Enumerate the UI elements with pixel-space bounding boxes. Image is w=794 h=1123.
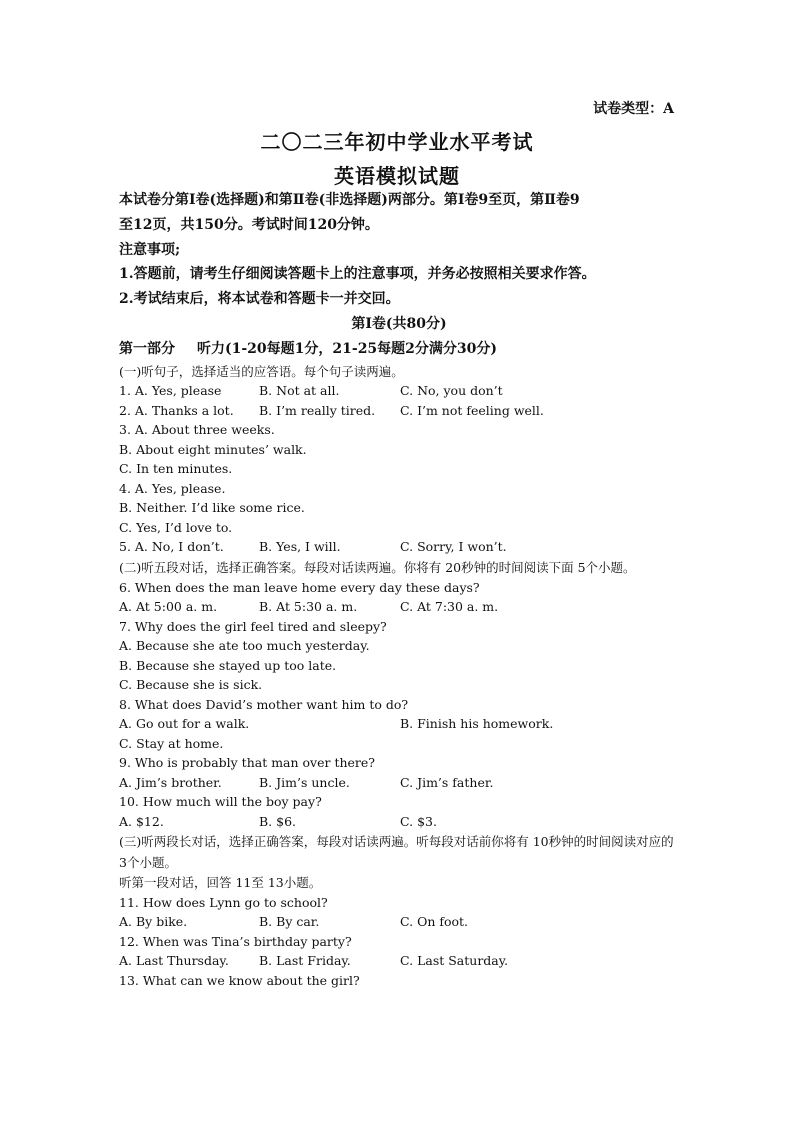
question-10-options [119, 812, 679, 832]
q1-option-a: 1. A. Yes, please [119, 383, 222, 399]
q3-option-b: B. About eight minutes’ walk. [119, 441, 307, 457]
exam-subtitle: 英语模拟试题 [334, 164, 460, 188]
q2-option-c: C. I’m not feeling well. [400, 402, 544, 418]
q1-option-c: C. No, you don’t [400, 383, 503, 399]
q5-option-a: 5. A. No, I don’t. [119, 539, 224, 555]
q6-option-b: B. At 5:30 a. m. [259, 599, 358, 615]
q4-option-a: 4. A. Yes, please. [119, 480, 226, 496]
q12-option-a: A. Last Thursday. [119, 953, 229, 969]
q6-option-a: A. At 5:00 a. m. [119, 599, 218, 615]
question-5 [119, 537, 679, 557]
question-11-options [119, 912, 679, 932]
intro-line-1: 本试卷分第Ⅰ卷(选择题)和第Ⅱ卷(非选择题)两部分。第Ⅰ卷9至页，第Ⅱ卷9 [119, 192, 580, 208]
q1-option-b: B. Not at all. [259, 383, 340, 399]
question-12-options [119, 951, 679, 971]
q13-stem: 13. What can we know about the girl? [119, 972, 360, 988]
q7-stem: 7. Why does the girl feel tired and sleepy? [119, 618, 387, 634]
q12-option-b: B. Last Friday. [259, 953, 351, 969]
q7-option-a: A. Because she ate too much yesterday. [119, 638, 370, 654]
q6-stem: 6. When does the man leave home every day these days? [119, 579, 480, 595]
q8-option-a: A. Go out for a walk. [119, 716, 250, 732]
question-9-options [119, 773, 679, 793]
q12-stem: 12. When was Tina’s birthday party? [119, 933, 352, 949]
q12-option-c: C. Last Saturday. [400, 953, 509, 969]
q10-option-b: B. $6. [259, 813, 297, 829]
q7-option-c: C. Because she is sick. [119, 677, 263, 693]
q4-option-c: C. Yes, I’d love to. [119, 519, 233, 535]
notice-item-1: 1.答题前，请考生仔细阅读答题卡上的注意事项，并务必按照相关要求作答。 [119, 266, 596, 283]
q9-option-a: A. Jim’s brother. [119, 774, 222, 790]
part1-heading [119, 337, 679, 362]
q10-stem: 10. How much will the boy pay? [119, 794, 322, 810]
q5-option-c: C. Sorry, I won’t. [400, 539, 507, 555]
q8-option-b: B. Finish his homework. [400, 716, 554, 732]
volume-title: 第Ⅰ卷(共80分) [351, 315, 447, 332]
q2-option-a: 2. A. Thanks a lot. [119, 402, 234, 418]
exam-title: 二〇二三年初中学业水平考试 [260, 130, 534, 154]
exam-type-label: 试卷类型：A [593, 101, 674, 117]
q6-option-c: C. At 7:30 a. m. [400, 599, 499, 615]
q10-option-a: A. $12. [119, 813, 164, 829]
q7-option-b: B. Because she stayed up too late. [119, 657, 337, 673]
q9-option-b: B. Jim’s uncle. [259, 774, 350, 790]
part1-label: 第一部分 [119, 340, 175, 357]
notice-item-2: 2.考试结束后，将本试卷和答题卡一并交回。 [119, 291, 400, 308]
question-2 [119, 401, 679, 421]
q8-stem: 8. What does David’s mother want him to do? [119, 696, 409, 712]
q9-option-c: C. Jim’s father. [400, 774, 494, 790]
section3-instruction: (三)听两段长对话，选择正确答案，每段对话读两遍。听每段对话前你将有 10秒钟的时间阅读对应的 3个小题。 [119, 834, 674, 871]
question-8-options [119, 714, 679, 734]
q11-option-b: B. By car. [259, 914, 320, 930]
q11-stem: 11. How does Lynn go to school? [119, 894, 328, 910]
q9-stem: 9. Who is probably that man over there? [119, 755, 376, 771]
q2-option-b: B. I’m really tired. [259, 402, 376, 418]
q8-option-c: C. Stay at home. [119, 735, 224, 751]
q10-option-c: C. $3. [400, 813, 437, 829]
question-1 [119, 381, 679, 401]
q11-option-a: A. By bike. [119, 914, 188, 930]
section1-instruction: (一)听句子，选择适当的应答语。每个句子读两遍。 [119, 363, 404, 379]
section2-instruction: (二)听五段对话，选择正确答案。每段对话读两遍。你将有 20秒钟的时间阅读下面 5个小题。 [119, 559, 636, 575]
part1-title: 听力(1-20每题1分，21-25每题2分满分30分) [197, 340, 498, 357]
q4-option-b: B. Neither. I’d like some rice. [119, 500, 305, 516]
intro-line-2: 至12页，共150分。考试时间120分钟。 [119, 216, 379, 233]
q5-option-b: B. Yes, I will. [259, 539, 341, 555]
exam-content [119, 188, 679, 990]
q11-option-c: C. On foot. [400, 914, 469, 930]
dialog1-label: 听第一段对话，回答 11至 13小题。 [119, 875, 322, 891]
q3-option-a: 3. A. About three weeks. [119, 422, 275, 438]
notice-heading: 注意事项; [119, 241, 181, 258]
q3-option-c: C. In ten minutes. [119, 461, 233, 477]
question-6-options [119, 597, 679, 617]
